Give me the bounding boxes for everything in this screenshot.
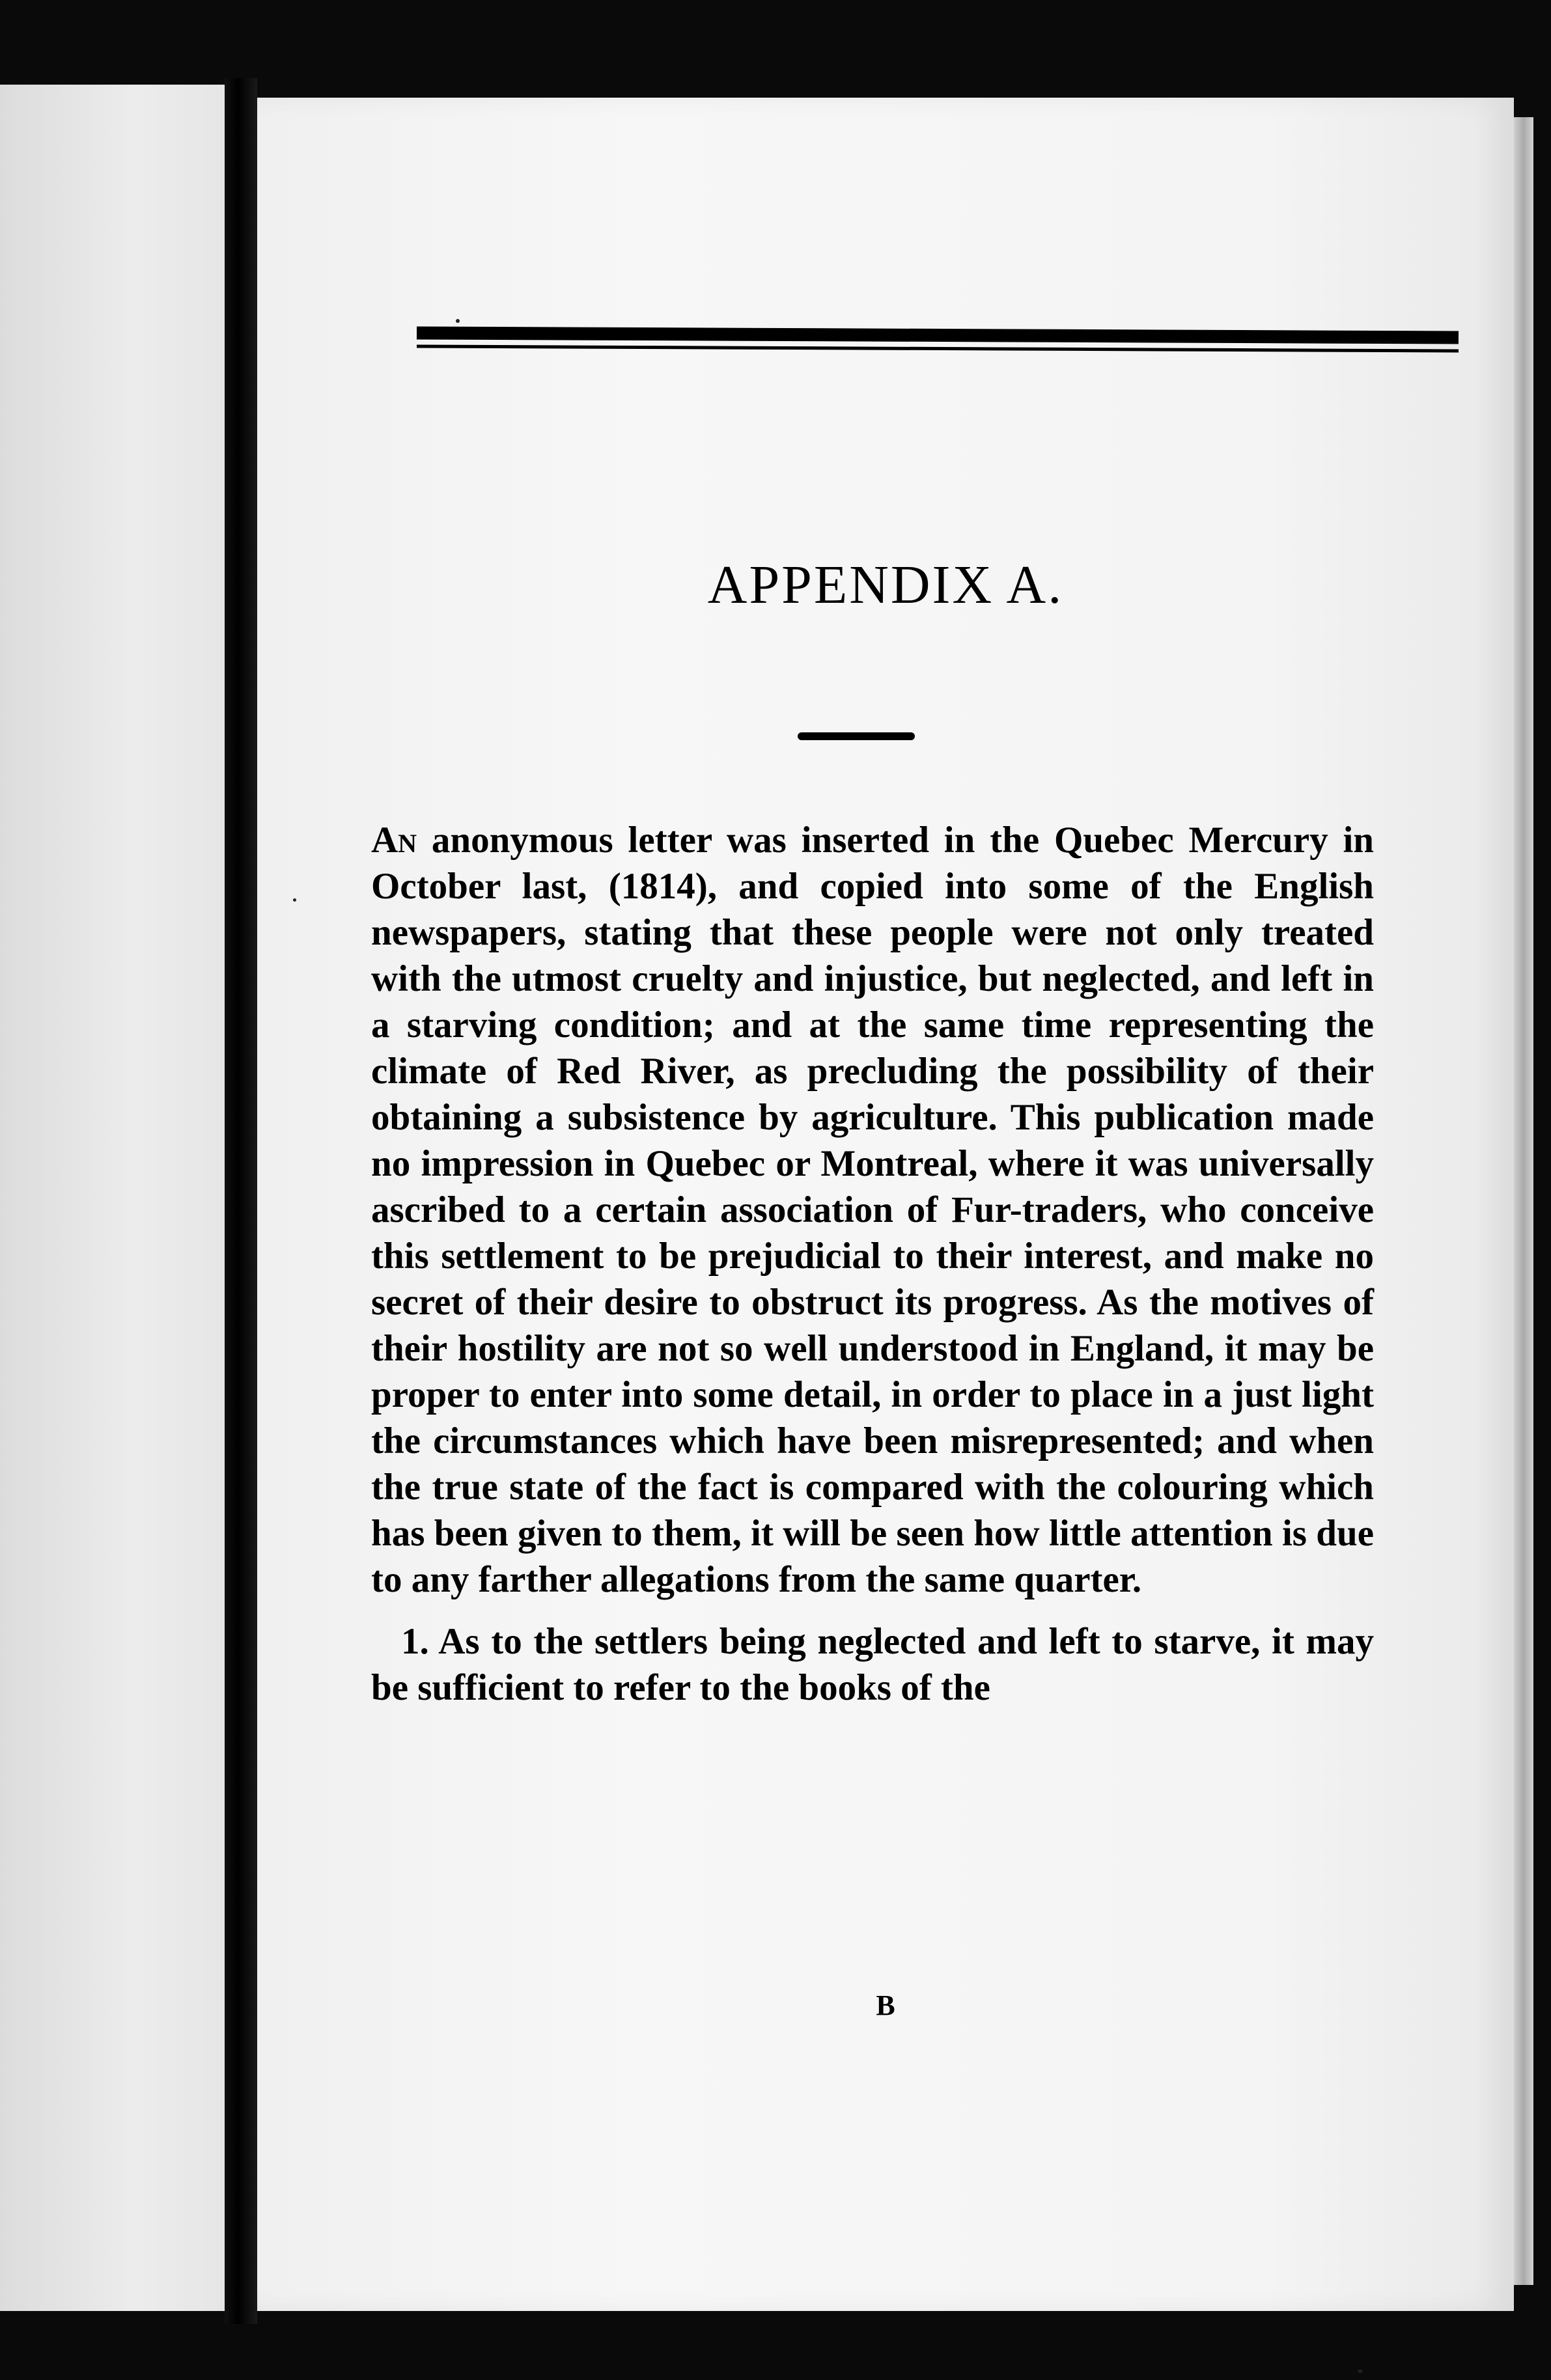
body-text <box>371 817 1374 1711</box>
paragraph-1-lead: An <box>371 820 417 861</box>
signature-mark: B <box>876 1989 895 2021</box>
title-divider <box>798 732 915 740</box>
paper-speck <box>1358 2370 1363 2373</box>
paragraph-2-text: 1. As to the settlers being neglected and left to starve, it may be sufficient to refer to the books of the <box>371 1621 1374 1708</box>
page-title: APPENDIX A. <box>707 555 1064 615</box>
paragraph-1 <box>371 817 1374 1603</box>
book-spine <box>225 78 257 2324</box>
facing-page-left <box>0 85 225 2311</box>
paper-speck <box>293 898 296 902</box>
header-rule-thin <box>417 345 1459 353</box>
paper-speck <box>456 319 460 323</box>
header-rule-thick <box>417 327 1459 344</box>
page-edges-right <box>1514 117 1533 2285</box>
paragraph-2 <box>371 1618 1374 1711</box>
document-page <box>257 98 1514 2311</box>
paragraph-1-text: anonymous letter was inserted in the Quebec Mercury in October last, (1814), and copied into some of the English newspapers, stating that these people were not only treated with the utmost cruelty and injustice, but neglected, and left in a starving condition; and at the same time representing the climate of Red River, as precluding the possibility of their obtaining a subsistence by agriculture. This publication made no impression in Quebec or Montreal, where it was universally ascribed to a certain association of Fur-traders, who conceive this settlement to be prejudicial to their interest, and make no secret of their desire to obstruct its progress. As the motives of their hostility are not so well understood in England, it may be proper to enter into some detail, in order to place in a just light the circumstances which have been misrepresented; and when the true state of the fact is compared with the colouring which has been given to them, it will be seen how little attention is due to any farther allegations from the same quarter. <box>371 820 1374 1600</box>
